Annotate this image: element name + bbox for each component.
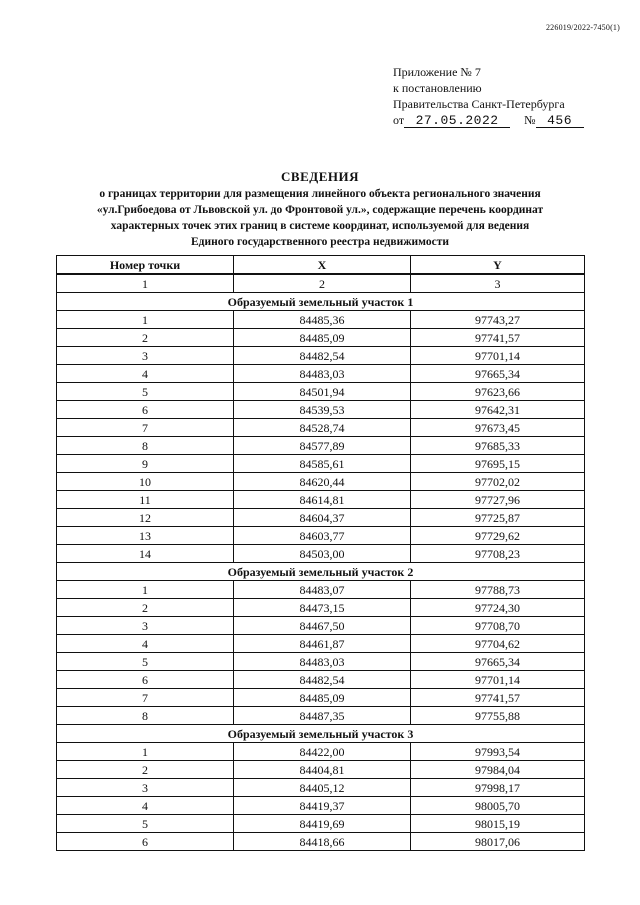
table-row: [57, 779, 585, 797]
x-cell: 84620,44: [234, 473, 411, 491]
point-number-cell: 5: [57, 383, 234, 401]
header-y: Y: [411, 256, 585, 275]
table-row: [57, 653, 585, 671]
table-row: [57, 383, 585, 401]
number-label: №: [524, 113, 536, 127]
table-row: [57, 473, 585, 491]
point-number-cell: 8: [57, 707, 234, 725]
table-row: [57, 545, 585, 563]
point-number-cell: 6: [57, 833, 234, 851]
point-number-cell: 13: [57, 527, 234, 545]
y-cell: 97743,27: [411, 311, 585, 329]
x-cell: 84482,54: [234, 671, 411, 689]
table-row: [57, 689, 585, 707]
table-row: [57, 311, 585, 329]
section-title: Образуемый земельный участок 2: [57, 563, 585, 581]
subtitle-line-3: характерных точек этих границ в системе координат, используемой для ведения: [110, 220, 530, 232]
y-cell: 97741,57: [411, 689, 585, 707]
table-row: [57, 743, 585, 761]
x-cell: 84485,36: [234, 311, 411, 329]
document-id: 226019/2022-7450(1): [545, 23, 620, 32]
table-body: [57, 293, 585, 851]
point-number-cell: 2: [57, 761, 234, 779]
y-cell: 97741,57: [411, 329, 585, 347]
from-label: от: [393, 113, 405, 127]
column-numbers-row: [57, 274, 585, 293]
y-cell: 97685,33: [411, 437, 585, 455]
x-cell: 84528,74: [234, 419, 411, 437]
point-number-cell: 1: [57, 311, 234, 329]
decree-date: 27.05.2022: [404, 114, 510, 128]
x-cell: 84419,37: [234, 797, 411, 815]
table-row: [57, 581, 585, 599]
x-cell: 84485,09: [234, 329, 411, 347]
x-cell: 84467,50: [234, 617, 411, 635]
y-cell: 97727,96: [411, 491, 585, 509]
y-cell: 97984,04: [411, 761, 585, 779]
point-number-cell: 4: [57, 635, 234, 653]
point-number-cell: 2: [57, 329, 234, 347]
point-number-cell: 3: [57, 779, 234, 797]
x-cell: 84503,00: [234, 545, 411, 563]
x-cell: 84614,81: [234, 491, 411, 509]
point-number-cell: 4: [57, 365, 234, 383]
x-cell: 84419,69: [234, 815, 411, 833]
x-cell: 84604,37: [234, 509, 411, 527]
section-header-row: [57, 725, 585, 743]
table-row: [57, 347, 585, 365]
x-cell: 84539,53: [234, 401, 411, 419]
table-row: [57, 401, 585, 419]
table-row: [57, 491, 585, 509]
x-cell: 84482,54: [234, 347, 411, 365]
section-title: Образуемый земельный участок 1: [57, 293, 585, 311]
appendix-line-2: к постановлению: [393, 81, 482, 95]
point-number-cell: 1: [57, 743, 234, 761]
table-row: [57, 671, 585, 689]
y-cell: 97788,73: [411, 581, 585, 599]
point-number-cell: 8: [57, 437, 234, 455]
table-row: [57, 509, 585, 527]
x-cell: 84404,81: [234, 761, 411, 779]
subtitle-line-1: о границах территории для размещения линейного объекта регионального значения: [99, 188, 541, 200]
section-title: Образуемый земельный участок 3: [57, 725, 585, 743]
x-cell: 84485,09: [234, 689, 411, 707]
appendix-block: [393, 64, 584, 128]
point-number-cell: 6: [57, 671, 234, 689]
table-row: [57, 797, 585, 815]
table-row: [57, 599, 585, 617]
table-row: [57, 761, 585, 779]
point-number-cell: 5: [57, 653, 234, 671]
appendix-line-3: Правительства Санкт-Петербурга: [393, 97, 565, 111]
header-point-number: Номер точки: [57, 256, 234, 275]
point-number-cell: 12: [57, 509, 234, 527]
x-cell: 84422,00: [234, 743, 411, 761]
y-cell: 97708,70: [411, 617, 585, 635]
x-cell: 84461,87: [234, 635, 411, 653]
y-cell: 97665,34: [411, 365, 585, 383]
y-cell: 97729,62: [411, 527, 585, 545]
y-cell: 97665,34: [411, 653, 585, 671]
x-cell: 84418,66: [234, 833, 411, 851]
header-x: X: [234, 256, 411, 275]
table-row: [57, 365, 585, 383]
y-cell: 98005,70: [411, 797, 585, 815]
table-row: [57, 833, 585, 851]
column-number: 2: [234, 274, 411, 293]
table-row: [57, 527, 585, 545]
subtitle-line-4: Единого государственного реестра недвижимости: [191, 236, 449, 248]
table-row: [57, 419, 585, 437]
x-cell: 84585,61: [234, 455, 411, 473]
section-header-row: [57, 293, 585, 311]
document-heading: [30, 168, 610, 250]
column-number: 1: [57, 274, 234, 293]
point-number-cell: 3: [57, 617, 234, 635]
appendix-date-line: [393, 112, 584, 128]
y-cell: 97701,14: [411, 671, 585, 689]
x-cell: 84473,15: [234, 599, 411, 617]
section-header-row: [57, 563, 585, 581]
subtitle-line-2: «ул.Грибоедова от Львовской ул. до Фронтовой ул.», содержащие перечень координат: [96, 204, 544, 216]
table-row: [57, 329, 585, 347]
y-cell: 98017,06: [411, 833, 585, 851]
table-row: [57, 635, 585, 653]
coordinates-table: [56, 255, 585, 851]
decree-number: 456: [536, 114, 584, 128]
y-cell: 97623,66: [411, 383, 585, 401]
table-row: [57, 815, 585, 833]
point-number-cell: 14: [57, 545, 234, 563]
x-cell: 84483,07: [234, 581, 411, 599]
table-header-row: [57, 256, 585, 275]
table-row: [57, 707, 585, 725]
point-number-cell: 7: [57, 419, 234, 437]
point-number-cell: 6: [57, 401, 234, 419]
x-cell: 84483,03: [234, 365, 411, 383]
y-cell: 97725,87: [411, 509, 585, 527]
point-number-cell: 3: [57, 347, 234, 365]
point-number-cell: 11: [57, 491, 234, 509]
x-cell: 84603,77: [234, 527, 411, 545]
y-cell: 97993,54: [411, 743, 585, 761]
point-number-cell: 4: [57, 797, 234, 815]
point-number-cell: 7: [57, 689, 234, 707]
y-cell: 97704,62: [411, 635, 585, 653]
point-number-cell: 9: [57, 455, 234, 473]
point-number-cell: 2: [57, 599, 234, 617]
y-cell: 97708,23: [411, 545, 585, 563]
document-title: СВЕДЕНИЯ: [281, 169, 359, 184]
y-cell: 97695,15: [411, 455, 585, 473]
table-row: [57, 617, 585, 635]
y-cell: 97642,31: [411, 401, 585, 419]
table-row: [57, 437, 585, 455]
y-cell: 97724,30: [411, 599, 585, 617]
y-cell: 97702,02: [411, 473, 585, 491]
y-cell: 98015,19: [411, 815, 585, 833]
x-cell: 84483,03: [234, 653, 411, 671]
x-cell: 84405,12: [234, 779, 411, 797]
y-cell: 97701,14: [411, 347, 585, 365]
column-number: 3: [411, 274, 585, 293]
y-cell: 97673,45: [411, 419, 585, 437]
x-cell: 84487,35: [234, 707, 411, 725]
y-cell: 97998,17: [411, 779, 585, 797]
table-row: [57, 455, 585, 473]
point-number-cell: 5: [57, 815, 234, 833]
x-cell: 84501,94: [234, 383, 411, 401]
y-cell: 97755,88: [411, 707, 585, 725]
x-cell: 84577,89: [234, 437, 411, 455]
point-number-cell: 10: [57, 473, 234, 491]
appendix-line-1: Приложение № 7: [393, 65, 481, 79]
point-number-cell: 1: [57, 581, 234, 599]
